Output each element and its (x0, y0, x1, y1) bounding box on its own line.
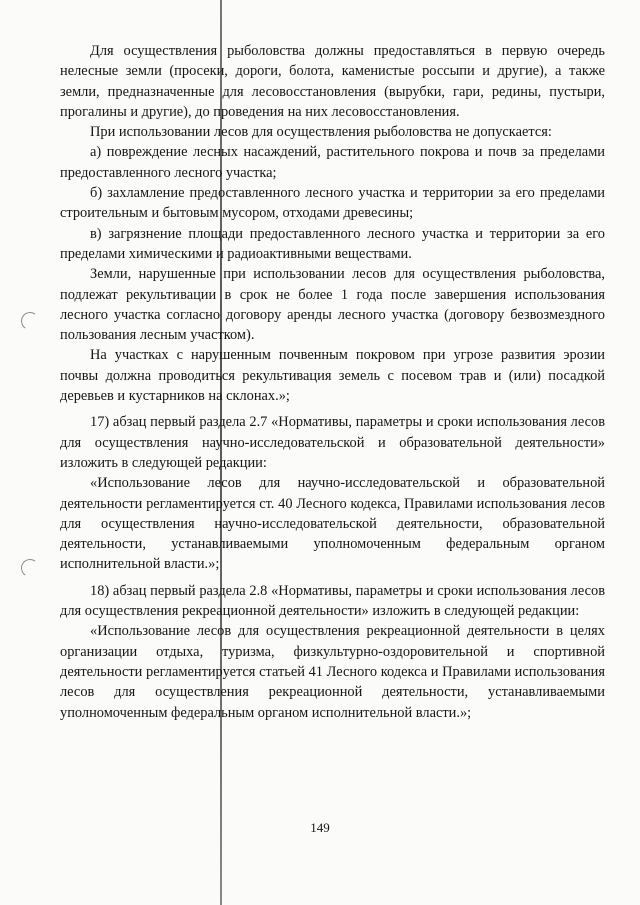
list-item: а) повреждение лесных насаждений, растительного покрова и почв за пределами предоставленного лесного участка; (60, 144, 605, 181)
paragraph: Для осуществления рыболовства должны предоставляться в первую очередь нелесные земли (просеки, дороги, болота, каменистые россыпи и другие), а также земли, предназначенные для лесовосстановления (вырубки, гари, редины, пустыри, прогалины и другие), до проведения на них лесовосстановления. (60, 43, 605, 120)
quoted-paragraph: «Использование лесов для осуществления рекреационной деятельности в целях организации отдыха, туризма, физкультурно-оздоровительной и спортивной деятельности регламентируется статьей 41 Лесного кодекса и Правилами использования лесов для осуществления рекреационной деятельности, устанавливаемыми уполномоченным федеральным органом исполнительной власти.»; (60, 623, 605, 721)
document-body (60, 41, 605, 723)
amendment-paragraph: 17) абзац первый раздела 2.7 «Нормативы, параметры и сроки использования лесов для осуществления научно-исследовательской и образовательной деятельности» изложить в следующей редакции: (60, 414, 605, 471)
list-item: б) захламление предоставленного лесного участка и территории за его пределами строительным и бытовым мусором, отходами древесины; (60, 185, 605, 222)
punch-hole-mark (20, 311, 41, 332)
list-item: в) загрязнение площади предоставленного лесного участка и территории за его пределами химическими и радиоактивными веществами. (60, 225, 605, 262)
page-number: 149 (310, 820, 330, 835)
quoted-paragraph: «Использование лесов для научно-исследовательской и образовательной деятельности регламентируется ст. 40 Лесного кодекса, Правилами использования лесов для осуществления научно-исследовательской деятельности, образовательной деятельности, устанавливаемыми уполномоченным федеральным органом исполнительной власти.»; (60, 475, 605, 573)
paragraph: Земли, нарушенные при использовании лесов для осуществления рыболовства, подлежат рекультивации в срок не более 1 года после завершения использования лесного участка согласно договору аренды лесного участка (договору безвозмездного пользования лесным участком). (60, 266, 605, 344)
punch-hole-mark (20, 558, 41, 579)
paragraph: При использовании лесов для осуществления рыболовства не допускается: (90, 124, 552, 141)
amendment-paragraph: 18) абзац первый раздела 2.8 «Нормативы, параметры и сроки использования лесов для осуществления рекреационной деятельности» изложить в следующей редакции: (60, 582, 605, 620)
paragraph: На участках с нарушенным почвенным покровом при угрозе развития эрозии почвы должна проводиться рекультивация земель с посевом трав и (или) посадкой деревьев и кустарников на склонах.»; (60, 347, 605, 405)
